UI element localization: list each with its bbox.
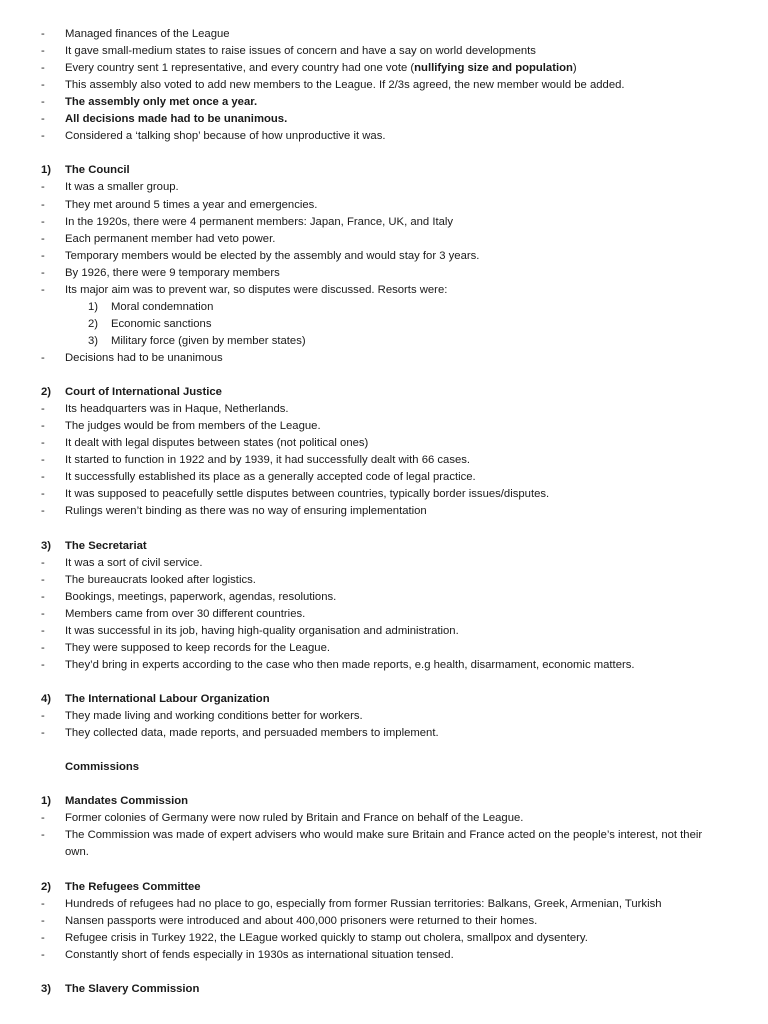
- line-text: [65, 555, 202, 572]
- list-number: 4): [41, 692, 52, 705]
- bullet-dash: -: [41, 79, 45, 92]
- bullet-dash: -: [41, 437, 45, 450]
- bullet-dash: -: [41, 624, 45, 637]
- list-number: 2): [41, 386, 52, 399]
- text-run: The International Labour Organization: [65, 692, 270, 705]
- text-run: Its headquarters was in Haque, Netherlands.: [65, 403, 289, 416]
- bullet-dash: -: [41, 829, 45, 842]
- bullet-dash: -: [41, 897, 45, 910]
- line-text: [65, 248, 479, 265]
- list-number: 2): [41, 880, 52, 893]
- text-run: They met around 5 times a year and emergencies.: [65, 198, 318, 211]
- bullet-dash: -: [41, 232, 45, 245]
- bullet-dash: -: [41, 556, 45, 569]
- text-run: The Council: [65, 164, 130, 177]
- bullet-dash: -: [41, 727, 45, 740]
- list-number: 1): [41, 164, 52, 177]
- text-run-after: ): [572, 62, 577, 75]
- line-text: [65, 589, 336, 606]
- bullet-dash: -: [41, 573, 45, 586]
- line-text: [65, 708, 363, 725]
- line-text: [65, 77, 625, 94]
- bullet-dash: -: [41, 283, 45, 296]
- line-text: [65, 94, 257, 111]
- text-run: Bookings, meetings, paperwork, agendas, resolutions.: [65, 590, 337, 603]
- bullet-dash: -: [41, 351, 45, 364]
- list-number: 3): [41, 982, 52, 995]
- text-run: Managed finances of the League: [65, 28, 230, 40]
- line-text: [65, 657, 635, 674]
- line-text: [65, 179, 179, 196]
- list-number: 3): [41, 539, 52, 552]
- text-run: The Commission was made of expert advisers who would make sure Britain and France acted on the people’s interest, not their: [65, 829, 703, 842]
- text-run: It dealt with legal disputes between states (not political ones): [65, 437, 369, 450]
- line-text: [111, 316, 211, 333]
- line-text: [65, 350, 223, 367]
- line-text: [65, 486, 549, 503]
- text-run: The judges would be from members of the League.: [65, 420, 321, 433]
- text-run: It successfully established its place as a generally accepted code of legal practice.: [65, 471, 476, 484]
- text-run: The Secretariat: [65, 539, 147, 552]
- text-run: Constantly short of fends especially in 1930s as international situation tensed.: [65, 948, 454, 961]
- list-number: 1): [41, 795, 52, 808]
- text-run: Moral condemnation: [111, 300, 214, 313]
- text-run: Mandates Commission: [65, 795, 189, 808]
- text-run: This assembly also voted to add new members to the League. If 2/3s agreed, the new member would be added.: [65, 79, 625, 92]
- text-run: Hundreds of refugees had no place to go, especially from former Russian territories: Balkans, Greek, Armenian, Turkish: [65, 897, 662, 910]
- text-run: Its major aim was to prevent war, so disputes were discussed. Resorts were:: [65, 283, 448, 296]
- text-run: Court of International Justice: [65, 386, 222, 399]
- line-text: [65, 128, 385, 145]
- text-run: They made living and working conditions better for workers.: [65, 710, 363, 722]
- line-text: [65, 913, 537, 930]
- list-number: 3): [88, 334, 99, 347]
- text-run: It gave small-medium states to raise issues of concern and have a say on world developments: [65, 45, 536, 58]
- line-text: [65, 844, 89, 861]
- line-text: [111, 299, 213, 316]
- text-run: By 1926, there were 9 temporary members: [65, 266, 280, 279]
- bullet-dash: -: [41, 948, 45, 961]
- text-run: They collected data, made reports, and persuaded members to implement.: [65, 727, 439, 740]
- text-run: They’d bring in experts according to the case who then made reports, e.g health, disarmament, economic matters.: [65, 658, 635, 671]
- line-text: [65, 725, 439, 742]
- line-text: [65, 214, 453, 231]
- line-text: [65, 896, 662, 913]
- text-run: It was successful in its job, having high-quality organisation and administration.: [65, 624, 459, 637]
- text-run: Each permanent member had veto power.: [65, 232, 276, 245]
- bullet-dash: -: [41, 113, 45, 126]
- bullet-dash: -: [41, 641, 45, 654]
- bullet-dash: -: [41, 62, 45, 75]
- line-text: [65, 401, 289, 418]
- text-run: Economic sanctions: [111, 317, 212, 330]
- line-text: [65, 43, 536, 60]
- text-run: They were supposed to keep records for the League.: [65, 641, 331, 654]
- line-text: [65, 572, 256, 589]
- text-run: Rulings weren’t binding as there was no way of ensuring implementation: [65, 505, 427, 518]
- bullet-dash: -: [41, 607, 45, 620]
- line-text: [65, 26, 230, 43]
- text-run: own.: [65, 846, 89, 859]
- line-text: [65, 691, 270, 708]
- text-run: It was a smaller group.: [65, 181, 179, 194]
- bullet-dash: -: [41, 658, 45, 671]
- line-text: [65, 930, 588, 947]
- text-run: Considered a ‘talking shop’ because of how unproductive it was.: [65, 130, 386, 143]
- line-text: [65, 981, 199, 998]
- line-text: [65, 384, 222, 401]
- list-number: 2): [88, 317, 99, 330]
- line-text: [65, 538, 147, 555]
- line-text: [65, 452, 470, 469]
- bullet-dash: -: [41, 130, 45, 143]
- line-text: [65, 640, 330, 657]
- bullet-dash: -: [41, 454, 45, 467]
- bullet-dash: -: [41, 590, 45, 603]
- text-run: Former colonies of Germany were now ruled by Britain and France on behalf of the League.: [65, 812, 524, 825]
- text-run: Every country sent 1 representative, and every country had one vote (: [65, 62, 415, 75]
- line-text: [65, 759, 139, 776]
- line-text: [65, 282, 447, 299]
- bullet-dash: -: [41, 215, 45, 228]
- text-run: All decisions made had to be unanimous.: [65, 113, 288, 126]
- bullet-dash: -: [41, 914, 45, 927]
- bullet-dash: -: [41, 403, 45, 416]
- line-text: [65, 947, 454, 964]
- text-run: Refugee crisis in Turkey 1922, the LEague worked quickly to stamp out cholera, smallpox and dysentery.: [65, 931, 588, 944]
- text-run: Members came from over 30 different countries.: [65, 607, 306, 620]
- line-text: [65, 623, 459, 640]
- line-text: [65, 418, 321, 435]
- bullet-dash: -: [41, 45, 45, 58]
- line-text: [65, 162, 130, 179]
- bullet-dash: -: [41, 249, 45, 262]
- line-text: [65, 827, 702, 844]
- line-text: [65, 879, 201, 896]
- text-run: The bureaucrats looked after logistics.: [65, 573, 256, 586]
- line-text: [65, 606, 305, 623]
- text-run: Temporary members would be elected by the assembly and would stay for 3 years.: [65, 249, 480, 262]
- line-text: [65, 60, 577, 77]
- bullet-dash: -: [41, 181, 45, 194]
- text-run: The Refugees Committee: [65, 880, 201, 893]
- bullet-dash: -: [41, 198, 45, 211]
- bullet-dash: -: [41, 710, 45, 722]
- bold-text-run: nullifying size and population: [414, 62, 573, 75]
- line-text: [65, 503, 427, 520]
- text-run: Commissions: [65, 761, 140, 774]
- bullet-dash: -: [41, 28, 45, 40]
- bullet-dash: -: [41, 266, 45, 279]
- bullet-dash: -: [41, 488, 45, 501]
- list-number: 1): [88, 300, 99, 313]
- text-run: The Slavery Commission: [65, 982, 200, 995]
- line-text: [65, 265, 280, 282]
- line-text: [65, 197, 317, 214]
- bullet-dash: -: [41, 96, 45, 109]
- text-run: It was supposed to peacefully settle disputes between countries, typically border issues/disputes.: [65, 488, 550, 501]
- text-run: Nansen passports were introduced and about 400,000 prisoners were returned to their homes.: [65, 914, 538, 927]
- bullet-dash: -: [41, 505, 45, 518]
- line-text: [65, 469, 476, 486]
- line-text: [65, 435, 368, 452]
- text-run: In the 1920s, there were 4 permanent members: Japan, France, UK, and Italy: [65, 215, 454, 228]
- text-run: Military force (given by member states): [111, 334, 306, 347]
- text-run: It was a sort of civil service.: [65, 556, 203, 569]
- bullet-dash: -: [41, 812, 45, 825]
- bullet-dash: -: [41, 931, 45, 944]
- line-text: [111, 333, 306, 350]
- line-text: [65, 111, 287, 128]
- line-text: [65, 231, 275, 248]
- bullet-dash: -: [41, 471, 45, 484]
- text-run: The assembly only met once a year.: [65, 96, 258, 109]
- line-text: [65, 810, 523, 827]
- bullet-dash: -: [41, 420, 45, 433]
- line-text: [65, 793, 188, 810]
- text-run: It started to function in 1922 and by 1939, it had successfully dealt with 66 cases.: [65, 454, 471, 467]
- text-run: Decisions had to be unanimous: [65, 351, 223, 364]
